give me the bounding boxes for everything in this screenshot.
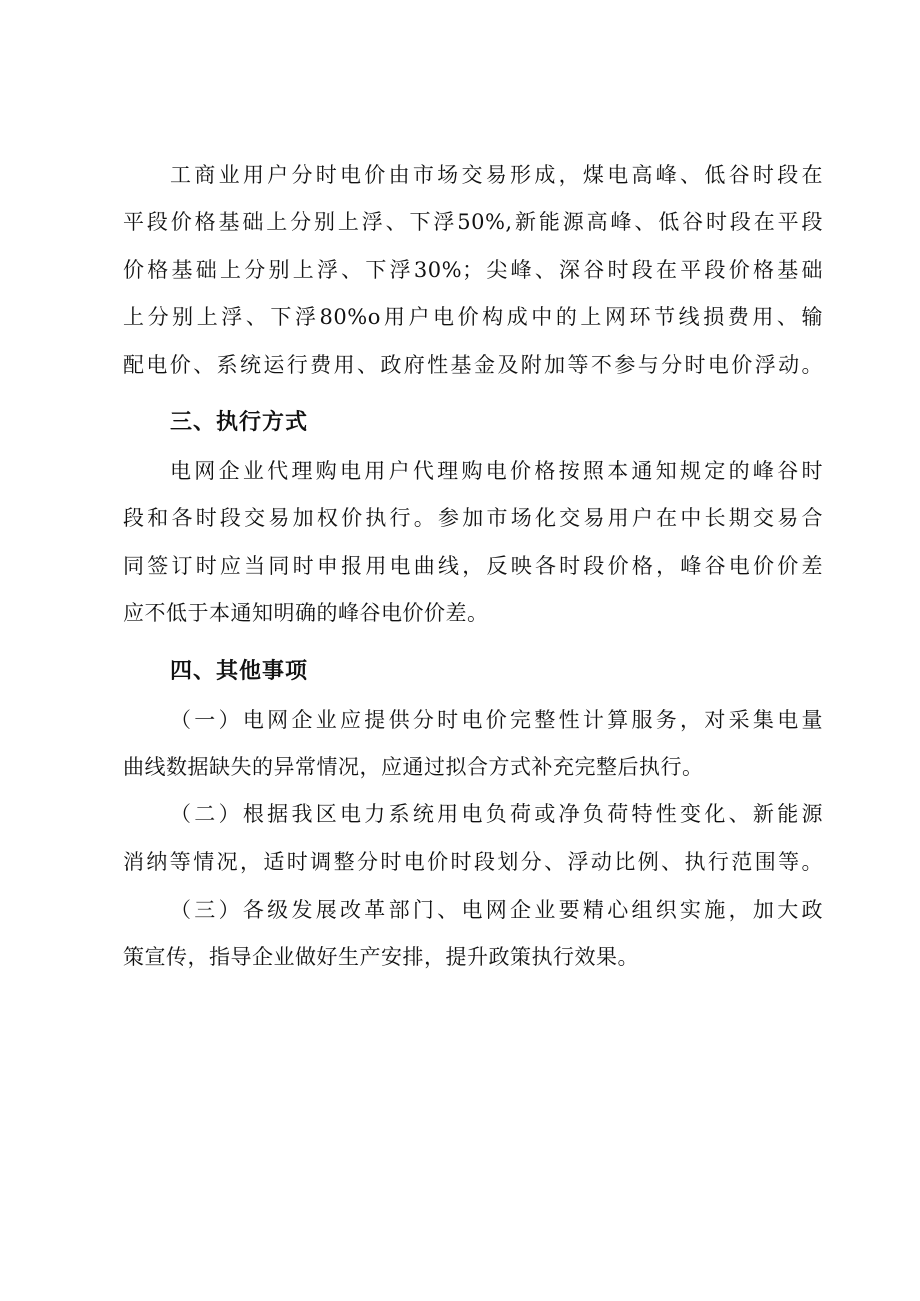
text-line: 曲线数据缺失的异常情况，应通过拟合方式补充完整后执行。 — [123, 755, 704, 779]
text-line: 电网企业代理购电用户代理购电价格按照本通知规定的峰谷时 — [170, 459, 823, 483]
text-line: 段和各时段交易加权价执行。参加市场化交易用户在中长期交易合 — [123, 506, 823, 530]
text-line: 消纳等情况，适时调整分时电价时段划分、浮动比例、执行范围等。 — [123, 850, 823, 874]
text-line: 应不低于本通知明确的峰谷电价价差。 — [123, 601, 489, 625]
text-line: （三）各级发展改革部门、电网企业要精心组织实施，加大政 — [170, 898, 823, 922]
section-heading-execution-method: 三、执行方式 — [170, 410, 309, 435]
section-heading-other-matters: 四、其他事项 — [170, 659, 309, 684]
text-line: 平段价格基础上分别上浮、下浮50%,新能源高峰、低谷时段在平段 — [123, 210, 823, 234]
text-line: 配电价、系统运行费用、政府性基金及附加等不参与分时电价浮动。 — [123, 353, 823, 377]
text-line: （一）电网企业应提供分时电价完整性计算服务，对采集电量 — [170, 708, 823, 732]
text-line: （二）根据我区电力系统用电负荷或净负荷特性变化、新能源 — [170, 802, 823, 826]
text-line: 同签订时应当同时申报用电曲线，反映各时段价格，峰谷电价价差 — [123, 554, 823, 578]
text-line: 工商业用户分时电价由市场交易形成，煤电高峰、低谷时段在 — [170, 163, 823, 187]
text-line: 策宣传，指导企业做好生产安排，提升政策执行效果。 — [123, 945, 639, 969]
text-line: 价格基础上分别上浮、下浮30%；尖峰、深谷时段在平段价格基础 — [123, 258, 823, 282]
text-line: 上分别上浮、下浮80%o用户电价构成中的上网环节线损费用、输 — [123, 305, 823, 329]
